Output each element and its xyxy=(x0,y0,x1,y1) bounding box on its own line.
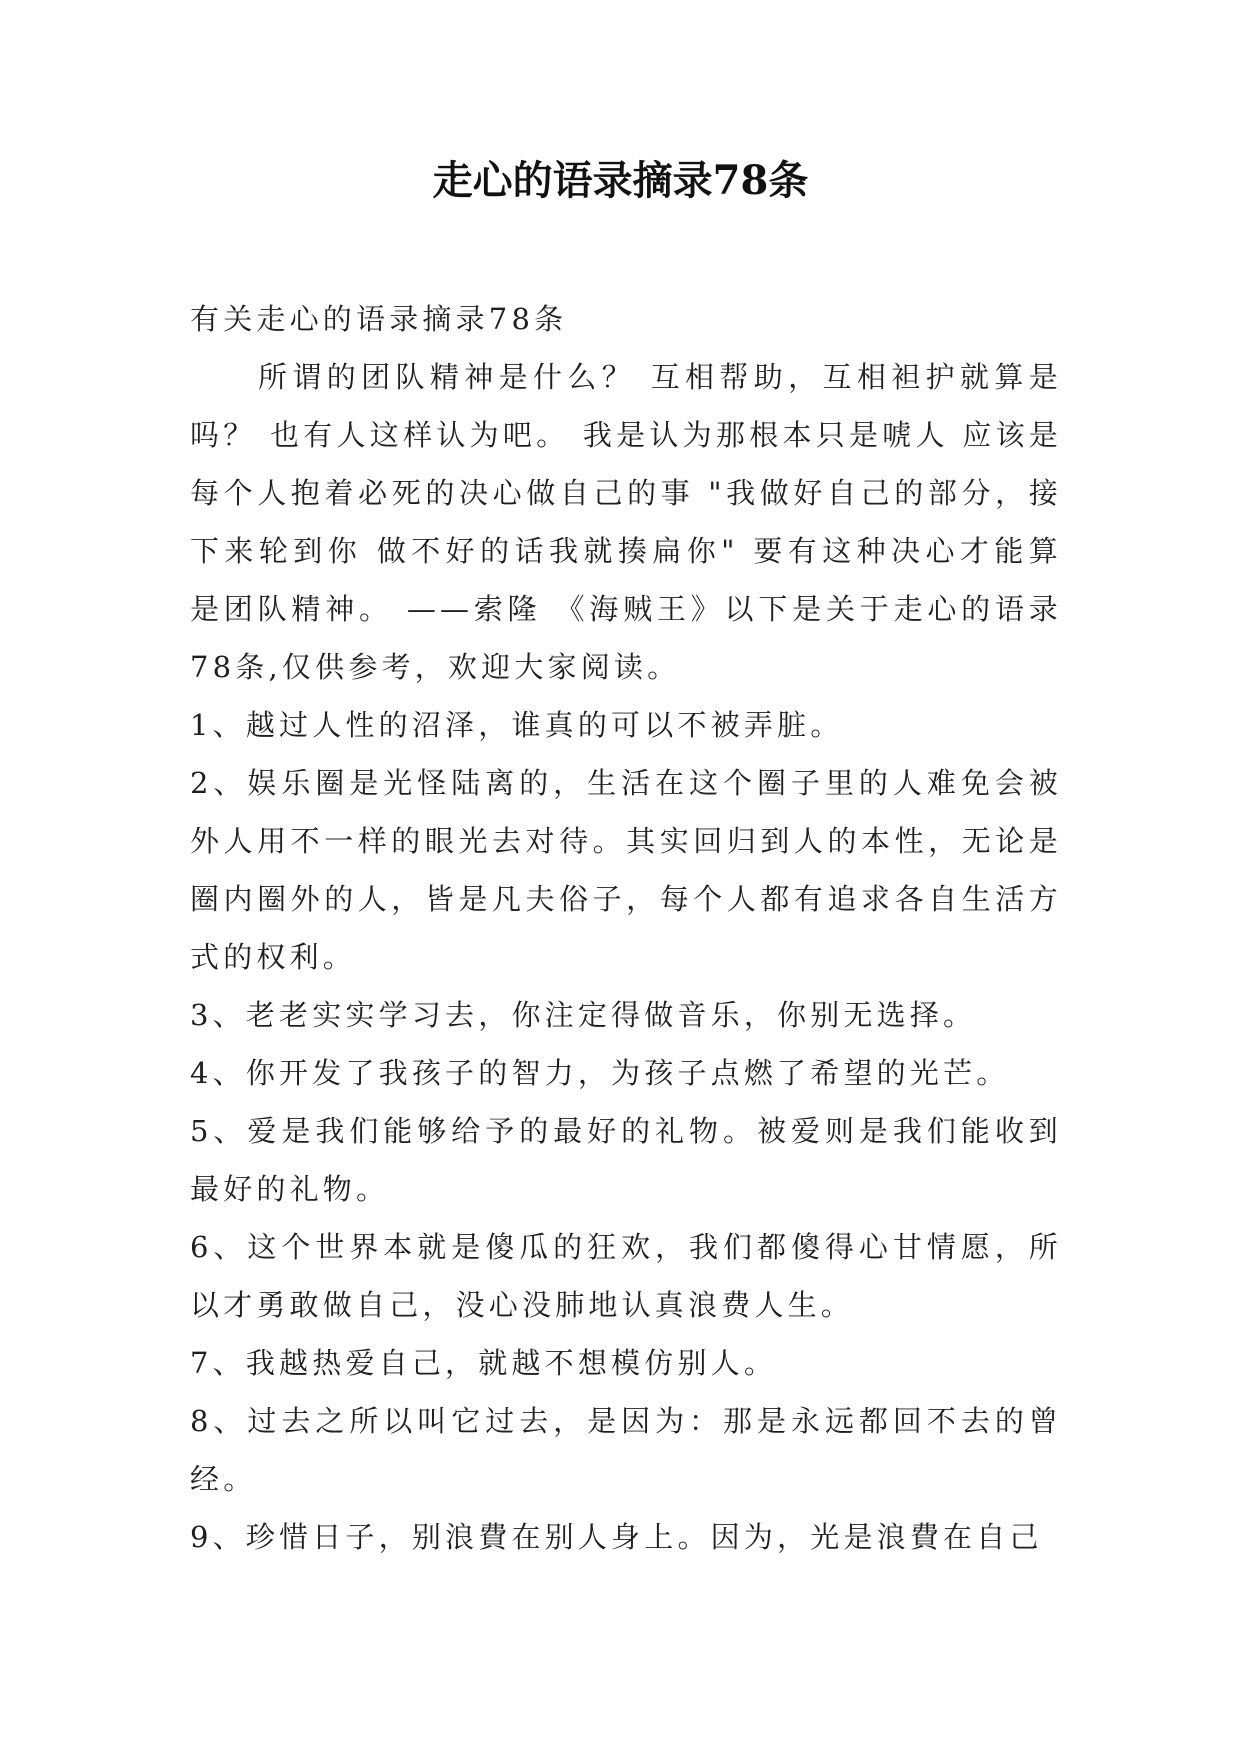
document-body xyxy=(190,290,1062,1566)
document-title: 走心的语录摘录78条 xyxy=(432,157,809,204)
list-item: 1、越过人性的沼泽，谁真的可以不被弄脏。 xyxy=(190,708,844,742)
list-item: 7、我越热爱自己，就越不想模仿别人。 xyxy=(190,1346,778,1380)
list-item: 4、你开发了我孩子的智力，为孩子点燃了希望的光芒。 xyxy=(190,1056,1010,1090)
list-item: 6、这个世界本就是傻瓜的狂欢，我们都傻得心甘情愿，所以才勇敢做自己，没心没肺地认真浪费人生。 xyxy=(190,1230,1062,1322)
list-item: 9、珍惜日子，别浪費在别人身上。因为，光是浪費在自己 xyxy=(190,1520,1043,1554)
list-item: 5、爱是我们能够给予的最好的礼物。被爱则是我们能收到最好的礼物。 xyxy=(190,1114,1062,1206)
intro-paragraph: 所谓的团队精神是什么？ 互相帮助，互相袒护就算是吗？ 也有人这样认为吧。 我是认为那根本只是唬人 应该是每个人抱着必死的决心做自己的事 "我做好自己的部分，接下来轮到你 做不好的话我就揍扁你" 要有这种决心才能算是团队精神。 ——索隆 《海贼王》以下是关于走心的语录78条,仅供参考，欢迎大家阅读。 xyxy=(190,360,1062,684)
list-item: 8、过去之所以叫它过去，是因为：那是永远都回不去的曾经。 xyxy=(190,1404,1062,1496)
list-item: 2、娱乐圈是光怪陆离的，生活在这个圈子里的人难免会被外人用不一样的眼光去对待。其实回归到人的本性，无论是圈内圈外的人，皆是凡夫俗子，每个人都有追求各自生活方式的权利。 xyxy=(190,766,1062,974)
list-item: 3、老老实实学习去，你注定得做音乐，你别无选择。 xyxy=(190,998,977,1032)
document-subtitle: 有关走心的语录摘录78条 xyxy=(190,302,568,336)
